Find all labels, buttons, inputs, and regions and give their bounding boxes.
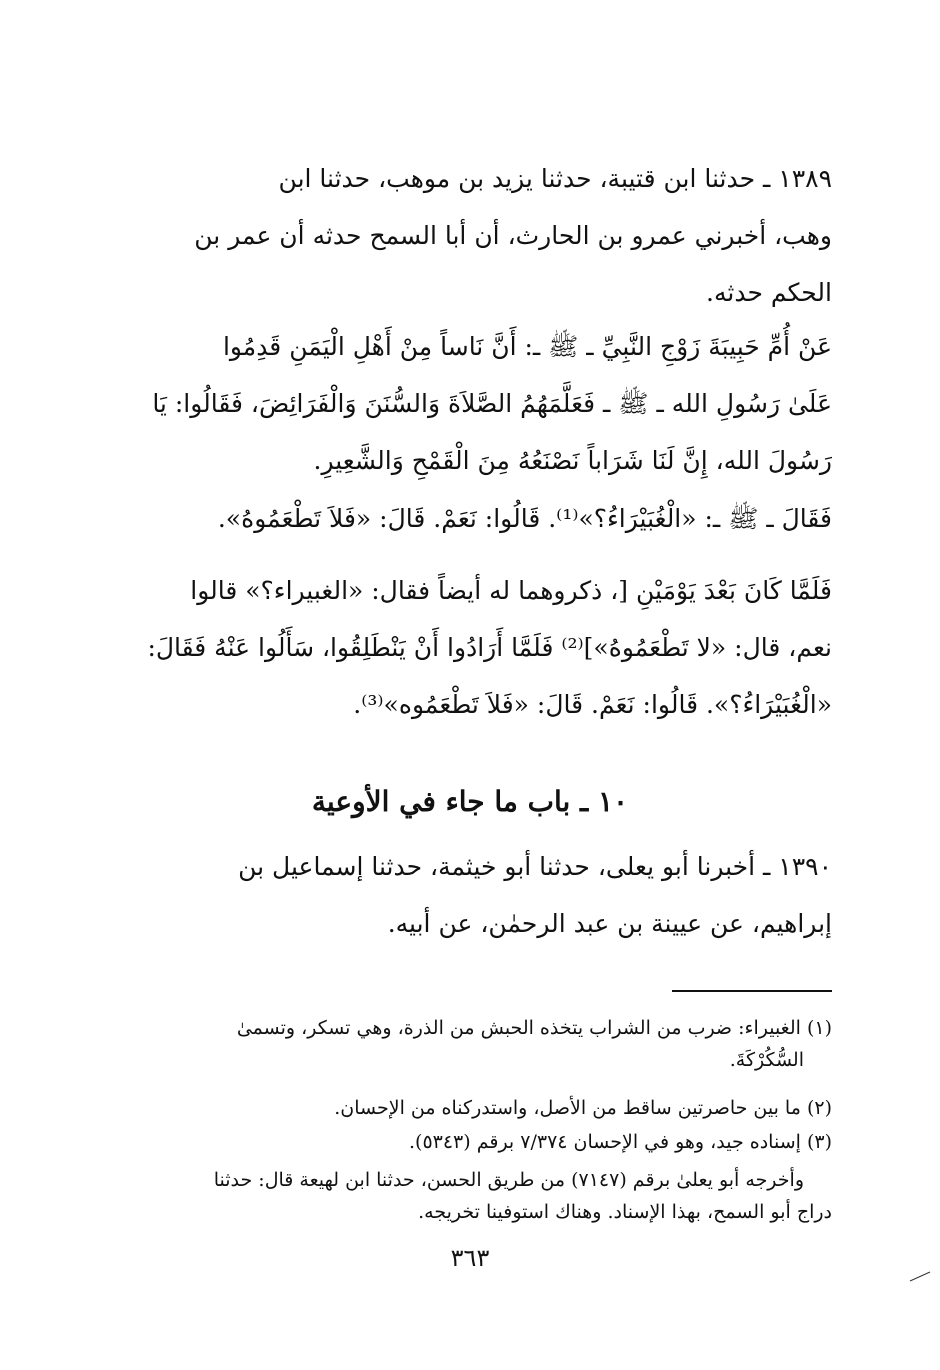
- text-line: عَنْ أُمِّ حَبِيبَةَ زَوْجِ النَّبِيِّ ـ ﷺ ـ: أَنَّ نَاساً مِنْ أَهْلِ الْيَمَنِ قَدِمُوا: [222, 332, 832, 361]
- footnote-line: (١) الغبيراء: ضرب من الشراب يتخذه الحبش من الذرة، وهي تسكر، وتسمىٰ: [236, 1017, 832, 1039]
- text-line: إبراهيم، عن عيينة بن عبد الرحمٰن، عن أبيه.: [387, 909, 832, 938]
- text-line: الحكم حدثه.: [706, 278, 832, 307]
- text-line: فَلَمَّا كَانَ بَعْدَ يَوْمَيْنِ [، ذكروهما له أيضاً فقال: «الغبيراء؟» قالوا: [190, 576, 832, 605]
- footnote-line: دراج أبو السمح، بهذا الإسناد. وهناك استوفينا تخريجه.: [418, 1201, 832, 1223]
- text-line: وهب، أخبرني عمرو بن الحارث، أن أبا السمح حدثه أن عمر بن: [194, 221, 832, 250]
- footnote-line: وأخرجه أبو يعلىٰ برقم (٧١٤٧) من طريق الحسن، حدثنا ابن لهيعة قال: حدثنا: [213, 1169, 804, 1191]
- text-line: ١٣٨٩ ـ حدثنا ابن قتيبة، حدثنا يزيد بن موهب، حدثنا ابن: [278, 164, 832, 193]
- chapter-heading: ١٠ ـ باب ما جاء في الأوعية: [311, 785, 629, 818]
- hadith-1390: [108, 838, 832, 952]
- text-line: رَسُولَ الله، إِنَّ لَنَا شَرَاباً نَصْنَعُهُ مِنَ الْقَمْحِ وَالشَّعِيرِ.: [313, 446, 832, 475]
- hadith-1389-matn: [108, 318, 832, 489]
- page-number: ٣٦٣: [450, 1244, 490, 1272]
- scan-mark: [908, 1270, 932, 1282]
- footnote-3: [108, 1126, 832, 1158]
- hadith-1389-isnad: [108, 150, 832, 321]
- text-line: «الْغُبَيْرَاءُ؟». قَالُوا: نَعَمْ. قَالَ: «فَلاَ تَطْعَمُوه»⁽³⁾.: [353, 690, 832, 719]
- footnote-separator: [672, 990, 832, 992]
- hadith-1389-dialogue: [108, 490, 832, 547]
- footnote-3-extra: [108, 1164, 832, 1228]
- footnote-line: (٣) إسناده جيد، وهو في الإحسان ٧/٣٧٤ برقم (٥٣٤٣).: [408, 1131, 832, 1153]
- text-line: نعم، قال: «لا تَطْعَمُوهُ»]⁽²⁾ فَلَمَّا أَرَادُوا أَنْ يَنْطَلِقُوا، سَأَلُوا عَنْهُ فَقَالَ:: [147, 633, 832, 662]
- footnote-line: السُّكُرْكَةَ.: [729, 1049, 804, 1071]
- hadith-1389-continuation: [108, 562, 832, 733]
- text-line: ١٣٩٠ ـ أخبرنا أبو يعلى، حدثنا أبو خيثمة، حدثنا إسماعيل بن: [238, 852, 832, 881]
- footnote-1: [108, 1012, 832, 1076]
- footnote-2: [108, 1092, 832, 1124]
- text-line: عَلَىٰ رَسُولِ الله ـ ﷺ ـ فَعَلَّمَهُمُ الصَّلاَةَ وَالسُّنَنَ وَالْفَرَائِضَ، فَقَالُوا: يَا: [152, 389, 832, 418]
- footnote-line: (٢) ما بين حاصرتين ساقط من الأصل، واستدركناه من الإحسان.: [334, 1097, 832, 1119]
- text-line: فَقَالَ ـ ﷺ ـ: «الْغُبَيْرَاءُ؟»⁽¹⁾. قَالُوا: نَعَمْ. قَالَ: «فَلاَ تَطْعَمُوهُ».: [217, 504, 832, 533]
